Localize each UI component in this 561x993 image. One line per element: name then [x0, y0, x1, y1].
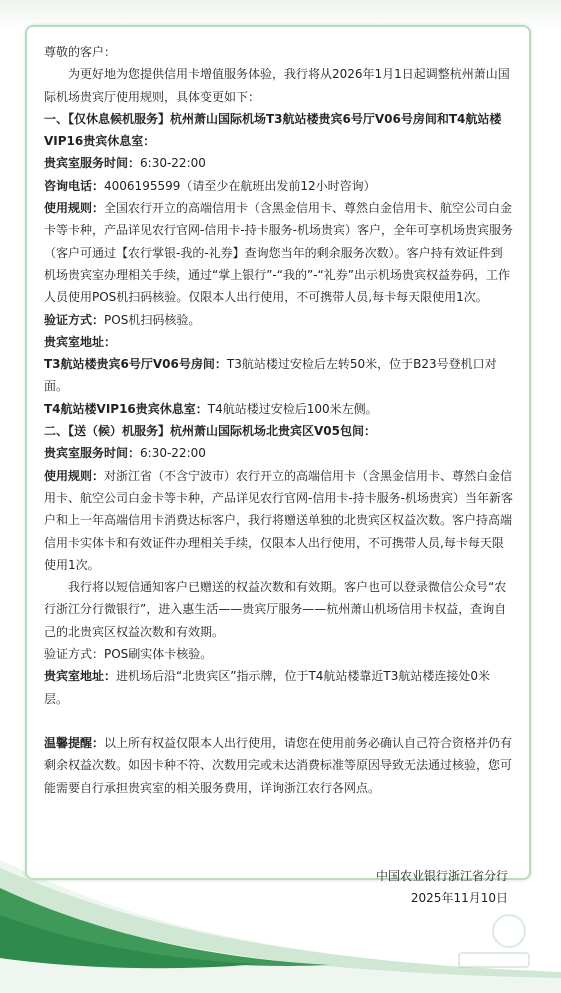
section1-phone	[44, 175, 514, 197]
section1-t3-value: T3航站楼过安检后左转50米，位于B23号登机口对面。	[44, 357, 497, 394]
bank-watermark-icon	[449, 909, 539, 979]
notice-card	[25, 25, 531, 906]
section1-rules-value: 全国农行开立的高端信用卡（含黑金信用卡、尊然白金信用卡、航空公司白金卡等卡种，产品详见农行官网-信用卡-持卡服务-机场贵宾）客户，全年可享机场贵宾服务（客户可通过【农行掌银-我的-礼券】查询您当年的剩余服务次数）。客户持有效证件到机场贵宾室办理相关手续，通过“掌上银行”-“我的”-“礼券”出示机场贵宾权益券码，工作人员使用POS机扫码核验。仅限本人出行使用，不可携带人员,每卡每天限使用1次。	[44, 201, 513, 305]
section2-address-label: 贵宾室地址：	[44, 669, 117, 684]
section1-verify-label: 验证方式：	[44, 312, 105, 327]
greeting: 尊敬的客户：	[44, 45, 117, 59]
spacer	[44, 710, 514, 732]
section2-hours	[44, 442, 514, 464]
section1-heading: 一、【仅休息候机服务】杭州萧山国际机场T3航站楼贵宾6号厅V06号房间和T4航站楼VIP16贵宾休息室：	[44, 111, 502, 149]
notice-content	[44, 41, 514, 909]
section2-address	[44, 665, 514, 710]
section1-verify-value: POS机扫码核验。	[104, 312, 201, 327]
section1-verify	[44, 309, 514, 331]
section1-hours-value: 6:30-22:00	[140, 156, 206, 171]
signature-date: 2025年11月10日	[410, 891, 508, 906]
section2-rules-label: 使用规则：	[44, 468, 105, 483]
section1-t4-value: T4航站楼过安检后100米左侧。	[207, 401, 378, 416]
section1-rules	[44, 197, 514, 308]
section2-rules	[44, 465, 514, 576]
section2-hours-label: 贵宾室服务时间：	[44, 446, 141, 461]
tip-value: 以上所有权益仅限本人出行使用，请您在使用前务必确认自己符合资格并仍有剩余权益次数。如因卡种不符、次数用完或未达消费标准等原因导致无法通过核验，您可能需要自行承担贵宾室的相关服务费用，详询浙江农行各网点。	[44, 735, 513, 795]
intro-paragraph: 为更好地为您提供信用卡增值服务体验，我行将从2026年1月1日起调整杭州萧山国际机场贵宾厅使用规则，具体变更如下：	[44, 67, 510, 104]
section2-address-value: 进机场后沿“北贵宾区”指示牌，位于T4航站楼靠近T3航站楼连接处0米层。	[44, 669, 491, 706]
section1-t4-label: T4航站楼VIP16贵宾休息室：	[44, 401, 208, 416]
section2-verify: 验证方式：POS刷实体卡核验。	[44, 647, 213, 662]
section1-t3	[44, 353, 514, 398]
section1-address-label: 贵宾室地址：	[44, 334, 117, 349]
section1-hours-label: 贵宾室服务时间：	[44, 156, 141, 171]
section1-phone-value: 4006195599（请至少在航班出发前12小时咨询）	[104, 178, 376, 193]
section1-t4	[44, 398, 514, 420]
spacer	[44, 843, 514, 865]
section1-hours	[44, 152, 514, 174]
section1-phone-label: 咨询电话：	[44, 178, 105, 193]
section1-rules-label: 使用规则：	[44, 201, 105, 216]
tip-paragraph	[44, 732, 514, 799]
signature-org: 中国农业银行浙江省分行	[375, 868, 508, 883]
section1-t3-label: T3航站楼贵宾6号厅V06号房间：	[44, 357, 227, 372]
section2-hours-value: 6:30-22:00	[140, 446, 206, 461]
tip-label: 温馨提醒：	[44, 735, 105, 750]
section2-heading: 二、【送（候）机服务】杭州萧山国际机场北贵宾区V05包间：	[44, 424, 376, 439]
spacer	[44, 799, 514, 843]
section2-rules-value: 对浙江省（不含宁波市）农行开立的高端信用卡（含黑金信用卡、尊然白金信用卡、航空公司白金卡等卡种，产品详见农行官网-信用卡-持卡服务-机场贵宾）当年新客户和上一年高端信用卡消费达标客户，我行将赠送单独的北贵宾区权益次数。客户持高端信用卡实体卡和有效证件办理相关手续，仅限本人出行使用，不可携带人员,每卡每天限使用1次。	[44, 468, 513, 572]
section2-notice: 我行将以短信通知客户已赠送的权益次数和有效期。客户也可以登录微信公众号“农行浙江分行微银行”，进入惠生活——贵宾厅服务——杭州萧山机场信用卡权益，查询自己的北贵宾区权益次数和有效期。	[44, 580, 507, 639]
